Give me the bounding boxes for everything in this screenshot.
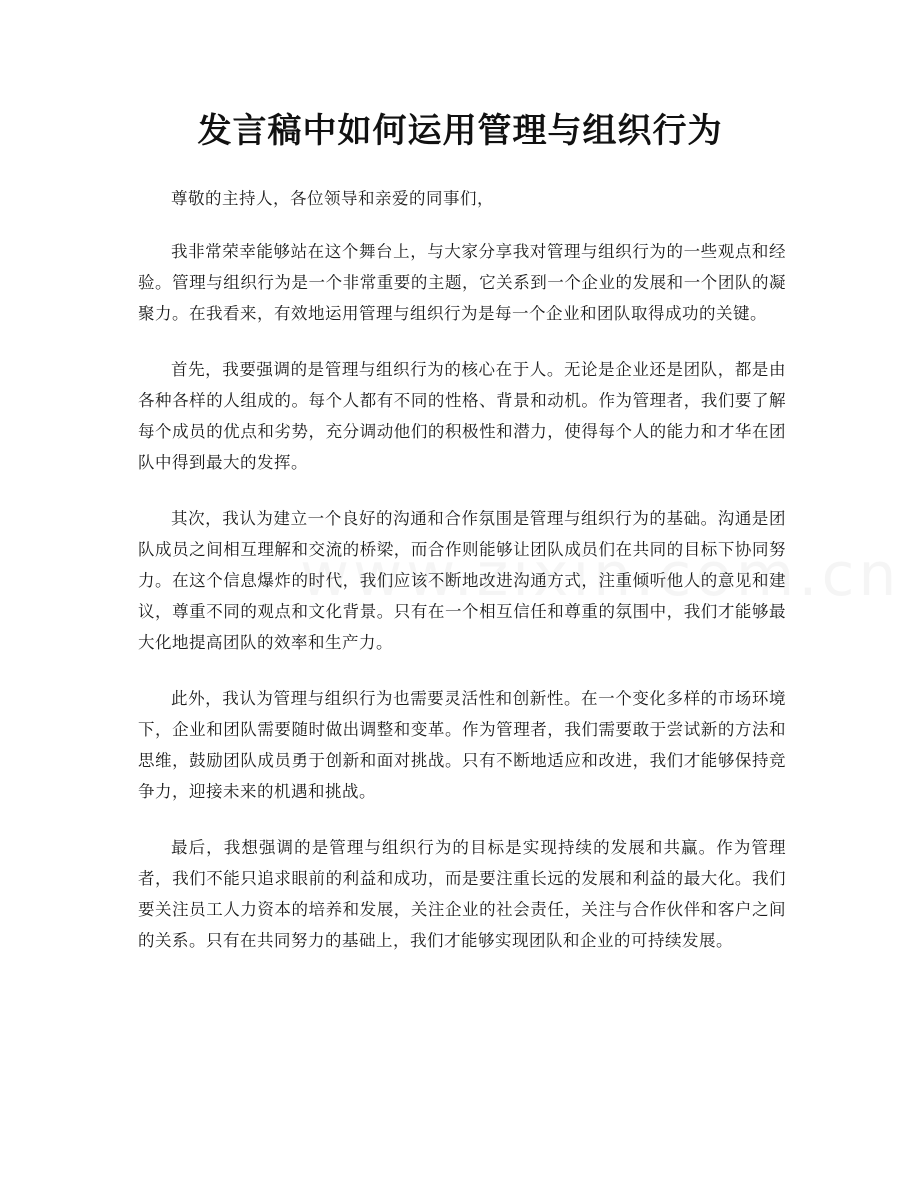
document-body [138,183,786,981]
paragraph-first: 首先，我要强调的是管理与组织行为的核心在于人。无论是企业还是团队，都是由各种各样的人组成的。每个人都有不同的性格、背景和动机。作为管理者，我们要了解每个成员的优点和劣势，充分调动他们的积极性和潜力，使得每个人的能力和才华在团队中得到最大的发挥。 [138,360,786,472]
paragraph-finally: 最后，我想强调的是管理与组织行为的目标是实现持续的发展和共赢。作为管理者，我们不能只追求眼前的利益和成功，而是要注重长远的发展和利益的最大化。我们要关注员工人力资本的培养和发展，关注企业的社会责任，关注与合作伙伴和客户之间的关系。只有在共同努力的基础上，我们才能够实现团队和企业的可持续发展。 [138,838,786,950]
paragraph-greeting: 尊敬的主持人，各位领导和亲爱的同事们， [171,189,494,208]
paragraph-second: 其次，我认为建立一个良好的沟通和合作氛围是管理与组织行为的基础。沟通是团队成员之间相互理解和交流的桥梁，而合作则能够让团队成员们在共同的目标下协同努力。在这个信息爆炸的时代，我们应该不断地改进沟通方式，注重倾听他人的意见和建议，尊重不同的观点和文化背景。只有在一个相互信任和尊重的氛围中，我们才能够最大化地提高团队的效率和生产力。 [138,509,786,652]
paragraph-intro: 我非常荣幸能够站在这个舞台上，与大家分享我对管理与组织行为的一些观点和经验。管理与组织行为是一个非常重要的主题，它关系到一个企业的发展和一个团队的凝聚力。在我看来，有效地运用管理与组织行为是每一个企业和团队取得成功的关键。 [138,242,786,323]
paragraph-additionally: 此外，我认为管理与组织行为也需要灵活性和创新性。在一个变化多样的市场环境下，企业和团队需要随时做出调整和变革。作为管理者，我们需要敢于尝试新的方法和思维，鼓励团队成员勇于创新和面对挑战。只有不断地适应和改进，我们才能够保持竞争力，迎接未来的机遇和挑战。 [138,689,786,801]
document-title: 发言稿中如何运用管理与组织行为 [197,111,723,151]
